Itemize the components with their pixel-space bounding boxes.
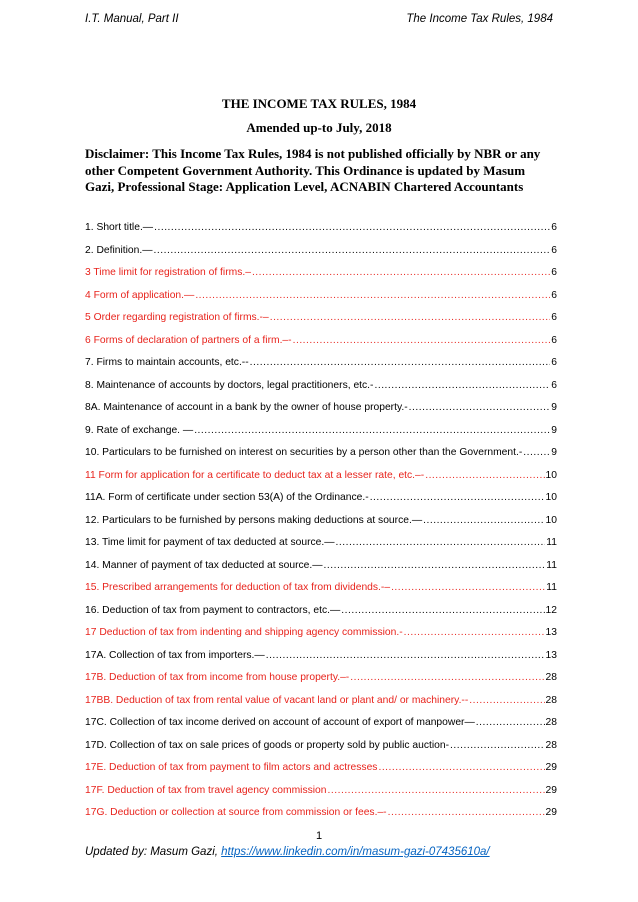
toc-leader-dots	[250, 357, 551, 368]
toc-entry-label: 17BB. Deduction of tax from rental value of vacant land or plant and/ or machinery.--	[85, 694, 469, 706]
toc-entry-page: 6	[551, 267, 557, 278]
toc-leader-dots	[266, 650, 545, 661]
toc-leader-dots	[195, 290, 550, 301]
toc-entry[interactable]	[85, 807, 557, 830]
toc-leader-dots	[409, 402, 551, 413]
toc-entry-page: 28	[545, 739, 557, 751]
toc-entry[interactable]	[85, 537, 557, 560]
toc-entry-label: 10. Particulars to be furnished on interest on securities by a person other than the Government.-	[85, 447, 523, 458]
toc-leader-dots	[270, 312, 551, 323]
toc-entry[interactable]	[85, 222, 557, 245]
toc-leader-dots	[154, 222, 550, 233]
toc-leader-dots	[324, 560, 546, 571]
toc-entry-page: 9	[551, 402, 557, 413]
toc-entry[interactable]	[85, 335, 557, 358]
toc-entry-page: 10	[545, 514, 557, 526]
toc-entry-page: 10	[545, 469, 557, 481]
footer-link[interactable]: https://www.linkedin.com/in/masum-gazi-07435610a/	[221, 846, 490, 858]
toc-leader-dots	[194, 425, 550, 436]
toc-entry[interactable]	[85, 605, 557, 628]
toc-entry-page: 9	[551, 447, 557, 458]
toc-entry-label: 12. Particulars to be furnished by persons making deductions at source.—	[85, 514, 423, 526]
toc-leader-dots	[404, 627, 545, 638]
toc-entry[interactable]	[85, 717, 557, 740]
toc-entry[interactable]	[85, 785, 557, 808]
toc-entry[interactable]	[85, 312, 557, 335]
toc-leader-dots	[350, 672, 544, 683]
toc-entry-page: 12	[545, 604, 557, 616]
toc-entry-label: 17 Deduction of tax from indenting and shipping agency commission.-	[85, 627, 403, 638]
toc-leader-dots	[378, 762, 544, 773]
toc-entry[interactable]	[85, 357, 557, 380]
toc-entry-label: 17E. Deduction of tax from payment to film actors and actresses	[85, 762, 378, 773]
toc-entry-label: 17F. Deduction of tax from travel agency commission	[85, 784, 327, 796]
toc-entry-label: 15. Prescribed arrangements for deduction of tax from dividends.-–	[85, 582, 391, 593]
toc-entry[interactable]	[85, 470, 557, 493]
toc-entry-label: 11A. Form of certificate under section 53(A) of the Ordinance.-	[85, 492, 369, 503]
toc-leader-dots	[374, 380, 550, 391]
header-right: The Income Tax Rules, 1984	[406, 13, 553, 25]
toc-entry[interactable]	[85, 492, 557, 515]
toc-leader-dots	[336, 537, 546, 548]
toc-entry-label: 17D. Collection of tax on sale prices of goods or property sold by public auction-	[85, 739, 450, 751]
toc-entry[interactable]	[85, 672, 557, 695]
toc-entry-page: 29	[545, 784, 557, 796]
toc-entry-page: 6	[551, 222, 557, 233]
toc-entry-label: 6 Forms of declaration of partners of a firm.–-	[85, 334, 292, 346]
toc-entry[interactable]	[85, 560, 557, 583]
toc-leader-dots	[450, 740, 545, 751]
toc-entry[interactable]	[85, 515, 557, 538]
toc-entry-page: 13	[545, 649, 557, 661]
toc-entry-label: 4 Form of application.—	[85, 289, 195, 301]
toc-entry-label: 17G. Deduction or collection at source from commission or fees.–-	[85, 807, 387, 818]
toc-leader-dots	[425, 470, 544, 481]
toc-entry-page: 11	[546, 559, 557, 571]
toc-leader-dots	[523, 447, 550, 458]
toc-leader-dots	[476, 717, 545, 728]
toc-leader-dots	[423, 515, 544, 526]
toc-entry-page: 13	[545, 627, 557, 638]
toc-entry-label: 9. Rate of exchange. —	[85, 424, 194, 436]
toc-entry-label: 1. Short title.—	[85, 222, 154, 233]
toc-entry-label: 17B. Deduction of tax from income from house property.–-	[85, 672, 350, 683]
toc-entry-page: 10	[545, 492, 557, 503]
toc-leader-dots	[469, 695, 544, 706]
toc-entry-label: 5 Order regarding registration of firms.-–	[85, 312, 269, 323]
toc-leader-dots	[154, 245, 551, 256]
toc-entry-label: 8. Maintenance of accounts by doctors, legal practitioners, etc.-	[85, 379, 374, 391]
toc-entry-label: 2. Definition.—	[85, 244, 153, 256]
toc-entry-page: 28	[545, 717, 557, 728]
header-left: I.T. Manual, Part II	[85, 13, 179, 25]
toc-entry-label: 17A. Collection of tax from importers.—	[85, 649, 265, 661]
toc-entry-label: 11 Form for application for a certificate to deduct tax at a lesser rate, etc.–-	[85, 469, 425, 481]
toc-entry-page: 28	[545, 672, 557, 683]
page-number: 1	[315, 830, 323, 842]
toc-entry[interactable]	[85, 402, 557, 425]
toc-entry-page: 29	[545, 762, 557, 773]
toc-leader-dots	[252, 267, 550, 278]
toc-entry[interactable]	[85, 650, 557, 673]
toc-entry-page: 6	[551, 312, 557, 323]
toc-entry-page: 9	[551, 424, 557, 436]
footer	[85, 846, 490, 858]
toc-entry[interactable]	[85, 425, 557, 448]
toc-entry-page: 6	[551, 379, 557, 391]
footer-prefix: Updated by: Masum Gazi,	[85, 846, 222, 858]
toc-leader-dots	[391, 582, 545, 593]
toc-entry[interactable]	[85, 447, 557, 470]
toc-entry[interactable]	[85, 267, 557, 290]
toc-entry-label: 3 Time limit for registration of firms.–	[85, 267, 251, 278]
toc-entry-page: 6	[551, 357, 557, 368]
toc-entry-page: 28	[545, 694, 557, 706]
table-of-contents	[85, 222, 557, 830]
disclaimer: Disclaimer: This Income Tax Rules, 1984 is not published officially by NBR or any other Competent Government Authority. This Ordinance is updated by Masum Gazi, Professional Stage: Application Level, ACNABIN Chartered Accountants	[85, 146, 541, 194]
toc-entry-page: 29	[545, 807, 557, 818]
document-title: THE INCOME TAX RULES, 1984	[221, 96, 417, 111]
toc-entry[interactable]	[85, 380, 557, 403]
toc-entry[interactable]	[85, 695, 557, 718]
toc-entry-page: 6	[551, 334, 557, 346]
toc-entry[interactable]	[85, 245, 557, 268]
toc-entry-page: 6	[551, 289, 557, 301]
toc-entry[interactable]	[85, 627, 557, 650]
toc-leader-dots	[388, 807, 545, 818]
toc-entry-label: 16. Deduction of tax from payment to contractors, etc.—	[85, 604, 341, 616]
toc-entry[interactable]	[85, 740, 557, 763]
toc-entry-page: 11	[546, 537, 557, 548]
toc-entry[interactable]	[85, 762, 557, 785]
toc-entry[interactable]	[85, 582, 557, 605]
toc-entry-label: 8A. Maintenance of account in a bank by the owner of house property.-	[85, 402, 408, 413]
document-subtitle: Amended up-to July, 2018	[246, 120, 392, 135]
toc-leader-dots	[341, 605, 544, 616]
toc-entry-page: 6	[551, 244, 557, 256]
toc-entry-label: 13. Time limit for payment of tax deducted at source.—	[85, 537, 335, 548]
toc-leader-dots	[370, 492, 545, 503]
toc-entry-label: 14. Manner of payment of tax deducted at source.—	[85, 559, 323, 571]
toc-leader-dots	[293, 335, 551, 346]
toc-leader-dots	[328, 785, 545, 796]
toc-entry-page: 11	[546, 582, 557, 593]
toc-entry-label: 17C. Collection of tax income derived on account of account of export of manpower—	[85, 717, 475, 728]
toc-entry[interactable]	[85, 290, 557, 313]
toc-entry-label: 7. Firms to maintain accounts, etc.--	[85, 357, 249, 368]
